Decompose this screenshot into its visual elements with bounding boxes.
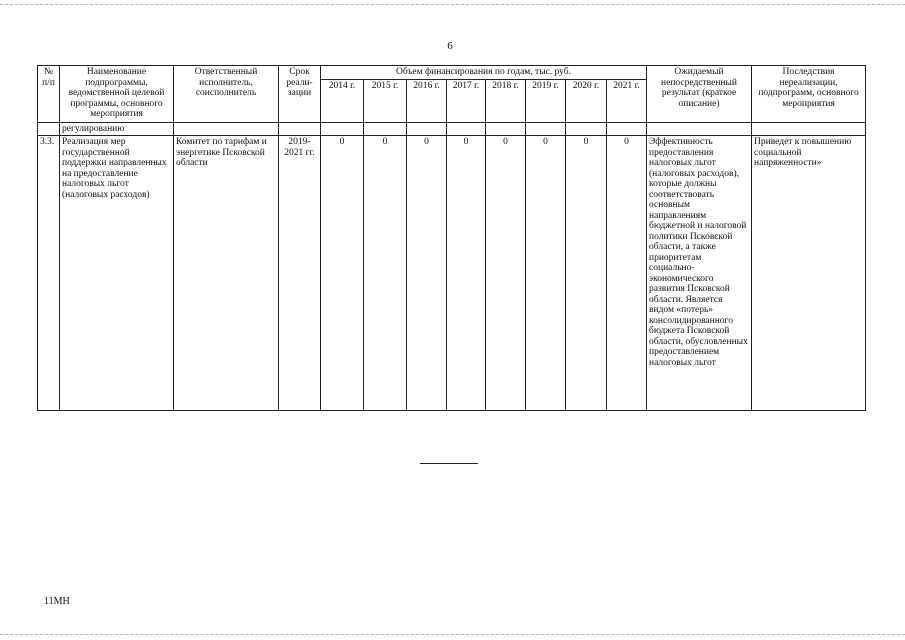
cont-cell (752, 122, 866, 136)
cont-cell (407, 122, 447, 136)
table-row (38, 136, 866, 411)
scan-edge-top (0, 4, 905, 5)
year-2019: 2019 г. (526, 79, 566, 122)
row-value-2020: 0 (566, 136, 607, 411)
row-value-2017: 0 (447, 136, 486, 411)
row-value-2021: 0 (607, 136, 647, 411)
cont-cell (174, 122, 279, 136)
row-consequences: Приведет к повышению социальной напряженности» (752, 136, 866, 411)
row-value-2016: 0 (407, 136, 447, 411)
continuation-row (38, 122, 866, 136)
cont-cell (447, 122, 486, 136)
year-2017: 2017 г. (447, 79, 486, 122)
program-table (37, 65, 866, 411)
cont-cell (566, 122, 607, 136)
page-number: 6 (447, 40, 453, 52)
header-funding: Объем финансирования по годам, тыс. руб. (321, 66, 647, 80)
year-2020: 2020 г. (566, 79, 607, 122)
scan-edge-bottom (0, 634, 905, 635)
row-num: 3.3. (38, 136, 60, 411)
year-2016: 2016 г. (407, 79, 447, 122)
header-consequences: Последствия нереализации, подпрограмм, основного мероприятия (752, 66, 866, 123)
row-value-2018: 0 (486, 136, 526, 411)
row-value-2014: 0 (321, 136, 364, 411)
year-2015: 2015 г. (364, 79, 407, 122)
header-executor: Ответственный исполнитель, соисполнитель (174, 66, 279, 123)
end-rule-divider (420, 463, 478, 464)
header-name: Наименование подпрограммы, ведомственной целевой программы, основного мероприятия (60, 66, 174, 123)
cont-cell (364, 122, 407, 136)
year-2021: 2021 г. (607, 79, 647, 122)
row-name: Реализация мер государственной поддержки направленных на предоставление налоговых льгот (налоговых расходов) (60, 136, 174, 411)
cont-cell (486, 122, 526, 136)
cont-cell (279, 122, 321, 136)
row-value-2015: 0 (364, 136, 407, 411)
row-executor: Комитет по тарифам и энергетике Псковской области (174, 136, 279, 411)
row-value-2019: 0 (526, 136, 566, 411)
continuation-text: регулированию (60, 122, 174, 136)
header-result: Ожидаемый непосредственный результат (краткое описание) (647, 66, 752, 123)
cont-cell (526, 122, 566, 136)
header-term: Срок реали- зации (279, 66, 321, 123)
year-2014: 2014 г. (321, 79, 364, 122)
year-2018: 2018 г. (486, 79, 526, 122)
row-term: 2019- 2021 гг. (279, 136, 321, 411)
header-row-1 (38, 66, 866, 80)
footer-code: 11МН (44, 596, 70, 607)
cont-cell (607, 122, 647, 136)
header-num: № п/п (38, 66, 60, 123)
row-result: Эффективность предоставления налоговых льгот (налоговых расходов), которые должны соответствовать основным направлениям бюджетной и налоговой политики Псковской области, а также приоритетам социально-экономического развития Псковской области. Является видом «потерь» консолидированного бюджета Псковской области, обусловленных предоставлением налоговых льгот (647, 136, 752, 411)
cont-cell (321, 122, 364, 136)
cont-cell-num (38, 122, 60, 136)
cont-cell (647, 122, 752, 136)
